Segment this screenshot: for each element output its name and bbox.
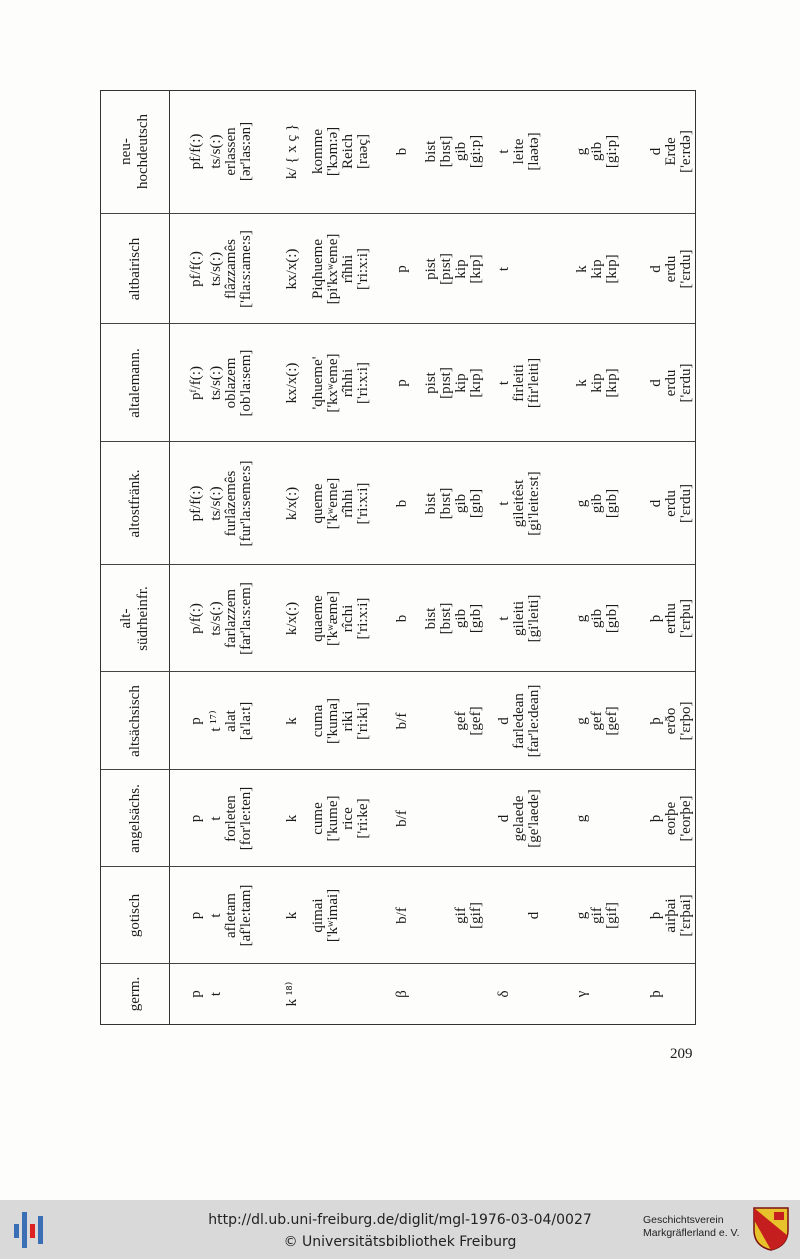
table-cell: p (394, 265, 410, 273)
table-cell: Reich (340, 134, 356, 169)
column-altalemann (169, 324, 697, 442)
table-cell: [gef] (604, 706, 620, 736)
column-header-germ: germ. (126, 976, 143, 1012)
table-cell: β (394, 990, 410, 998)
table-cell: ['ɛrdu] (678, 249, 694, 289)
table-cell: gib (589, 608, 605, 629)
table-cell: komme (310, 129, 326, 174)
table-cell: [ər'las:ən] (238, 121, 254, 182)
column-header-altbairisch: altbairisch (126, 237, 143, 301)
table-cell: gef (589, 711, 605, 731)
column-header-neuhochdeutsch: neu- hochdeutsch (118, 114, 151, 189)
column-altsuedrheinfr (169, 565, 697, 672)
column-gotisch (169, 867, 697, 964)
table-cell: t (496, 616, 512, 621)
table-cell: gileiti (511, 601, 527, 636)
table-cell: forleten (223, 795, 239, 842)
table-cell: gib (453, 608, 469, 629)
table-cell: airþai (663, 898, 679, 933)
table-cell: t ¹⁷⁾ (208, 710, 224, 732)
table-cell: cume (310, 802, 326, 835)
table-cell: g (574, 911, 590, 920)
table-cell: rîchi (340, 604, 356, 633)
column-altbairisch (169, 214, 697, 324)
table-cell: firleiti (511, 364, 527, 402)
table-cell: t (208, 816, 224, 821)
table-cell: eorþe (663, 801, 679, 836)
table-cell: ['kume] (325, 795, 341, 842)
coat-of-arms-icon (752, 1206, 790, 1252)
column-header-altostfraenk: altostfränk. (126, 469, 143, 538)
table-cell: furlâzemês (223, 470, 239, 537)
table-cell: b/f (394, 810, 410, 827)
table-cell: [kɪp] (468, 368, 484, 398)
table-cell: k (574, 379, 590, 387)
table-cell: [laətə] (526, 132, 542, 171)
table-cell: rîhhi (340, 254, 356, 284)
column-header-angelsaechs: angelsächs. (126, 784, 143, 853)
table-cell: b (394, 147, 410, 156)
table-cell: bist (423, 140, 439, 163)
table-cell: [gɪb] (468, 488, 484, 519)
table-cell: g (574, 614, 590, 623)
table-cell: afletam (223, 893, 239, 938)
table-cell: [gif] (604, 902, 620, 929)
document-url-link[interactable]: http://dl.ub.uni-freiburg.de/diglit/mgl-1976-03-04/0027 (208, 1212, 592, 1228)
table-cell: gelaede (511, 795, 527, 842)
organization-line-1: Geschichtsverein (643, 1214, 724, 1226)
table-cell: erthu (663, 603, 679, 634)
table-cell: ['e:rdə] (678, 130, 694, 173)
table-header-row (101, 91, 170, 1024)
table-cell: t (496, 501, 512, 506)
organization-name (643, 1214, 740, 1240)
table-cell: ['ri:x:i] (355, 482, 371, 525)
table-cell: k/x(:) (284, 601, 300, 636)
table-cell: t (208, 913, 224, 918)
table-cell: k/ { x ç } (284, 123, 300, 180)
table-cell: [gɪb] (604, 488, 620, 519)
table-cell: d (526, 911, 542, 920)
table-cell: [gef] (468, 706, 484, 736)
table-cell: rîhhi (340, 368, 356, 398)
table-cell: kx/x(:) (284, 248, 300, 290)
table-cell: qimai (310, 898, 326, 933)
table-cell: d (496, 814, 512, 823)
table-cell: erðo (663, 707, 679, 735)
table-cell: g (574, 814, 590, 823)
table-cell: d (648, 265, 664, 273)
table-cell: k (284, 717, 300, 725)
table-cell: ts/s(:) (208, 251, 224, 287)
table-cell: Erde (663, 137, 679, 166)
table-cell: g (574, 499, 590, 508)
table-cell: pf/f(:) (188, 133, 204, 170)
table-cell: kip (453, 259, 469, 279)
table-cell: bist (423, 492, 439, 515)
table-cell: ts/s(:) (208, 134, 224, 169)
table-cell: 'qhueme' (310, 356, 326, 410)
table-cell: ['ɛrþai] (678, 894, 694, 937)
table-cell: k (284, 814, 300, 823)
table-cell: ['ɛrdu] (678, 363, 694, 403)
table-cell: d (648, 499, 664, 508)
table-cell: t (496, 266, 512, 272)
table-cell: ['fla:s:ame:s] (238, 230, 254, 308)
table-cell: d (496, 717, 512, 725)
table-cell: [bɪst] (438, 602, 454, 635)
sound-shift-table (100, 90, 696, 1025)
table-cell: ['ri:x:i] (355, 248, 371, 290)
page-number: 209 (670, 1046, 693, 1062)
table-cell: Piqhueme (310, 239, 326, 299)
table-cell: [pɪst] (438, 367, 454, 399)
table-cell: p (188, 814, 204, 823)
table-cell: pist (423, 372, 439, 394)
table-cell: [for'le:ten] (238, 786, 254, 851)
table-cell: riki (340, 710, 356, 732)
table-cell: p/f(:) (188, 603, 204, 634)
table-cell: p (188, 911, 204, 920)
table-cell: ['ɛrdu] (678, 484, 694, 523)
table-cell: ['kuma] (325, 697, 341, 745)
table-cell: ['eorþe] (678, 795, 694, 842)
table-cell: erdu (663, 369, 679, 397)
table-cell: farlazzem (223, 588, 239, 649)
table-cell: ts/s(:) (208, 486, 224, 521)
table-cell: t (208, 991, 224, 997)
table-cell: oblazem (223, 357, 239, 409)
table-cell: t (496, 149, 512, 154)
table-cell: alat (223, 710, 239, 732)
table-cell: ['ɛrþu] (678, 599, 694, 638)
column-header-gotisch: gotisch (126, 893, 143, 938)
table-cell: kip (453, 373, 469, 393)
table-cell: [bɪst] (438, 135, 454, 168)
table-cell: b (394, 499, 410, 508)
table-cell: [gi'leiti] (526, 594, 542, 643)
table-cell: flâzzamês (223, 239, 239, 299)
table-cell: ['ri:x:i] (355, 597, 371, 640)
table-cell: [bɪst] (438, 487, 454, 520)
table-cell: gib (589, 493, 605, 514)
table-cell: [gif] (468, 902, 484, 929)
table-cell: [far'le:dean] (526, 684, 542, 758)
table-cell: ['ri:x:i] (355, 362, 371, 404)
table-cell: quaeme (310, 595, 326, 642)
copyright-text: © Universitätsbibliothek Freiburg (283, 1234, 517, 1250)
table-cell: [ob'la:sem] (238, 349, 254, 417)
table-cell: ['ri:ke] (355, 798, 371, 839)
table-cell: ['kʷæme] (325, 591, 341, 646)
table-cell: k (284, 911, 300, 920)
column-angelsaechs (169, 770, 697, 867)
table-cell: pf/f(:) (188, 485, 204, 522)
table-cell: pᶠ/f(:) (188, 366, 204, 400)
table-cell: rîhhi (340, 489, 356, 518)
table-cell: [a'la:t] (238, 701, 254, 741)
table-cell: kip (589, 373, 605, 393)
table-cell: kx/x(:) (284, 362, 300, 404)
table-cell: þ (648, 614, 664, 623)
table-cell: [fir'leiti] (526, 357, 542, 409)
column-germ (169, 964, 697, 1024)
table-cell: p (394, 379, 410, 387)
table-cell: bist (423, 607, 439, 630)
table-cell: erdu (663, 255, 679, 283)
organization-line-2: Markgräflerland e. V. (643, 1227, 740, 1239)
table-cell: t (496, 380, 512, 386)
table-cell: gileitêst (511, 479, 527, 528)
table-cell: p (188, 990, 204, 998)
column-header-altsuedrheinfr: alt- südrheinfr. (118, 586, 151, 651)
table-cell: gib (453, 493, 469, 514)
table-cell: d (648, 379, 664, 387)
table-cell: b/f (394, 712, 410, 730)
table-cell: [raəç] (355, 134, 371, 169)
table-cell: þ (648, 717, 664, 725)
table-cell: kip (589, 259, 605, 279)
table-cell: [gɪb] (604, 603, 620, 634)
column-neuhochdeutsch (169, 89, 697, 214)
footer-bar (0, 1200, 800, 1259)
table-cell: [gi:p] (604, 134, 620, 169)
table-cell: γ (574, 990, 590, 998)
table-cell: δ (496, 990, 512, 998)
table-cell: [pɪst] (438, 253, 454, 285)
table-cell: erlassen (223, 127, 239, 176)
table-cell: [kɪp] (604, 254, 620, 284)
table-cell: gib (589, 141, 605, 162)
column-header-altalemann: altalemann. (126, 348, 143, 418)
table-cell: b/f (394, 907, 410, 924)
table-cell: [kɪp] (468, 254, 484, 284)
table-cell: gif (453, 907, 469, 924)
table-cell: queme (310, 483, 326, 524)
table-cell: leite (511, 138, 527, 165)
table-cell: ['ɛrþo] (678, 701, 694, 741)
table-cell: b (394, 614, 410, 623)
table-cell: k (574, 265, 590, 273)
table-cell: pist (423, 258, 439, 280)
table-cell: ['kʷimai] (325, 888, 341, 943)
table-cell: k ¹⁸⁾ (284, 981, 300, 1007)
table-cell: [ge'laede] (526, 789, 542, 848)
table-cell: ts/s(:) (208, 601, 224, 636)
table-cell: p (188, 717, 204, 725)
table-cell: ['kɔm:ə] (325, 126, 341, 177)
table-cell: [gi'leite:st] (526, 471, 542, 536)
table-cell: þ (648, 911, 664, 920)
table-cell: þ (648, 990, 664, 998)
table-cell: k/x(:) (284, 486, 300, 521)
column-altostfraenk (169, 442, 697, 565)
table-cell: gef (453, 711, 469, 731)
table-cell: [af'le:tam] (238, 884, 254, 947)
table-cell: [kɪp] (604, 368, 620, 398)
table-cell: ['ri:ki] (355, 702, 371, 740)
table-cell: g (574, 717, 590, 725)
column-altsaechsisch (169, 672, 697, 770)
table-cell: [far'la:s:em] (238, 582, 254, 655)
table-cell: ['kʷeme] (325, 477, 341, 530)
table-cell: ['kxʷeme] (325, 353, 341, 413)
table-cell: þ (648, 814, 664, 823)
table-cell: ts/s(:) (208, 365, 224, 401)
column-header-altsaechsisch: altsächsisch (126, 685, 143, 757)
table-cell: farledean (511, 693, 527, 749)
table-cell: erdu (663, 490, 679, 517)
table-cell: [gɪb] (468, 603, 484, 634)
table-cell: d (648, 147, 664, 156)
table-cell: cuma (310, 704, 326, 738)
table-cell: [gi:p] (468, 134, 484, 169)
table-cell: [fur'la:seme:s] (238, 460, 254, 547)
table-cell: gib (453, 141, 469, 162)
table-cell: g (574, 147, 590, 156)
table-cell: gif (589, 907, 605, 924)
table-cell: rice (340, 807, 356, 830)
table-cell: pf/f(:) (188, 251, 204, 287)
table-cell: [pi'kxʷeme] (325, 233, 341, 305)
